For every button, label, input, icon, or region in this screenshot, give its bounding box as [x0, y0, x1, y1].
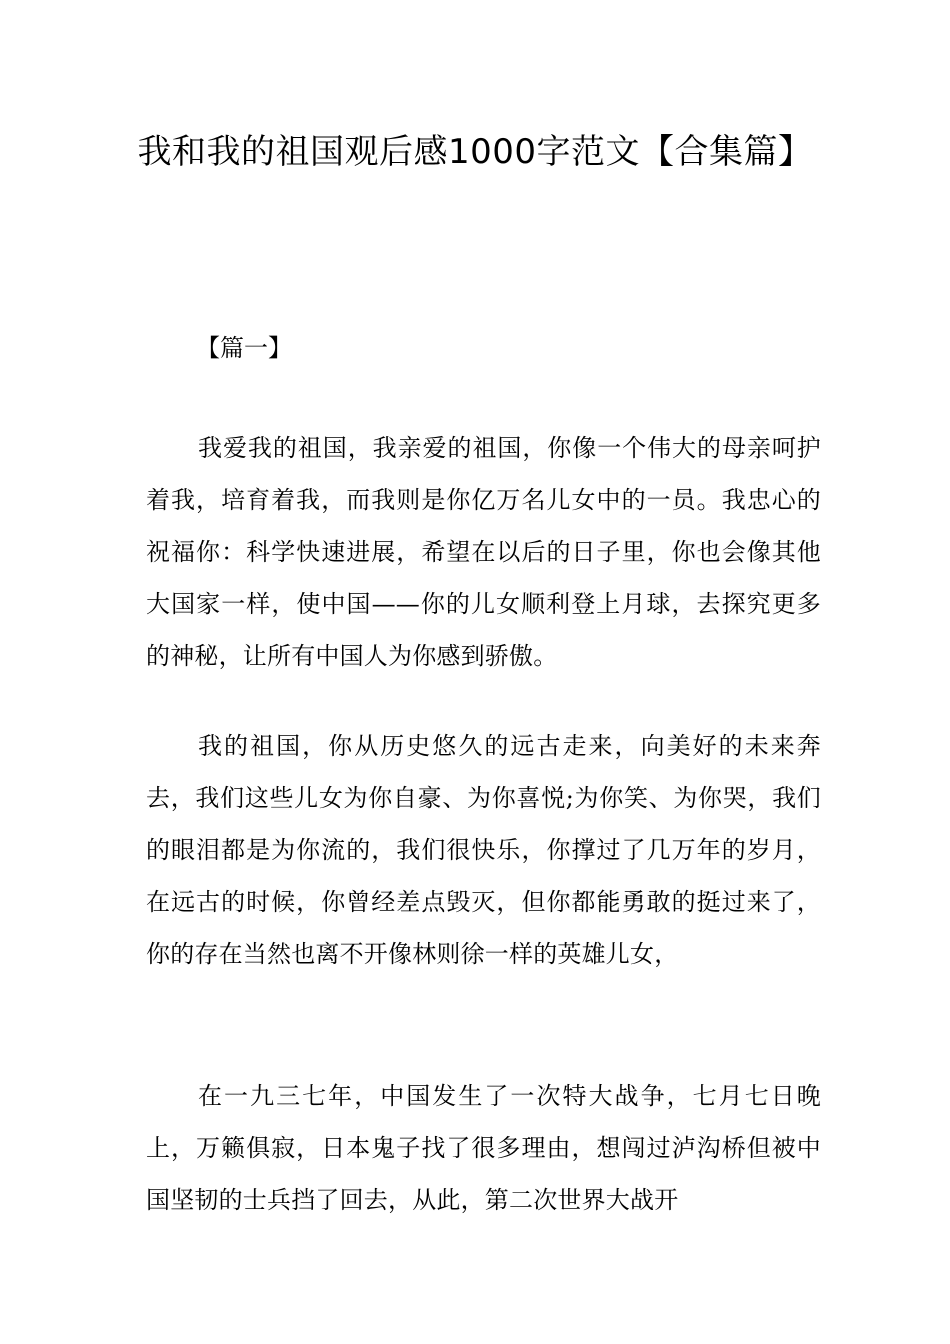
document-title: 我和我的祖国观后感1000字范文【合集篇】	[137, 132, 813, 172]
paragraph-2: 我的祖国，你从历史悠久的远古走来，向美好的未来奔去，我们这些儿女为你自豪、为你喜悦;为你笑、为你哭，我们的眼泪都是为你流的，我们很快乐，你撑过了几万年的岁月，在远古的时候，你曾经差点毁灭，但你都能勇敢的挺过来了，你的存在当然也离不开像林则徐一样的英雄儿女，	[146, 732, 821, 968]
paragraph-1: 我爱我的祖国，我亲爱的祖国，你像一个伟大的母亲呵护着我，培育着我，而我则是你亿万名儿女中的一员。我忠心的祝福你：科学快速进展，希望在以后的日子里，你也会像其他大国家一样，使中国——你的儿女顺利登上月球，去探究更多的神秘，让所有中国人为你感到骄傲。	[146, 434, 821, 670]
section-label: 【篇一】	[196, 334, 292, 362]
paragraph-3: 在一九三七年，中国发生了一次特大战争，七月七日晚上，万籁俱寂，日本鬼子找了很多理由，想闯过泸沟桥但被中国坚韧的士兵挡了回去，从此，第二次世界大战开	[146, 1082, 821, 1214]
